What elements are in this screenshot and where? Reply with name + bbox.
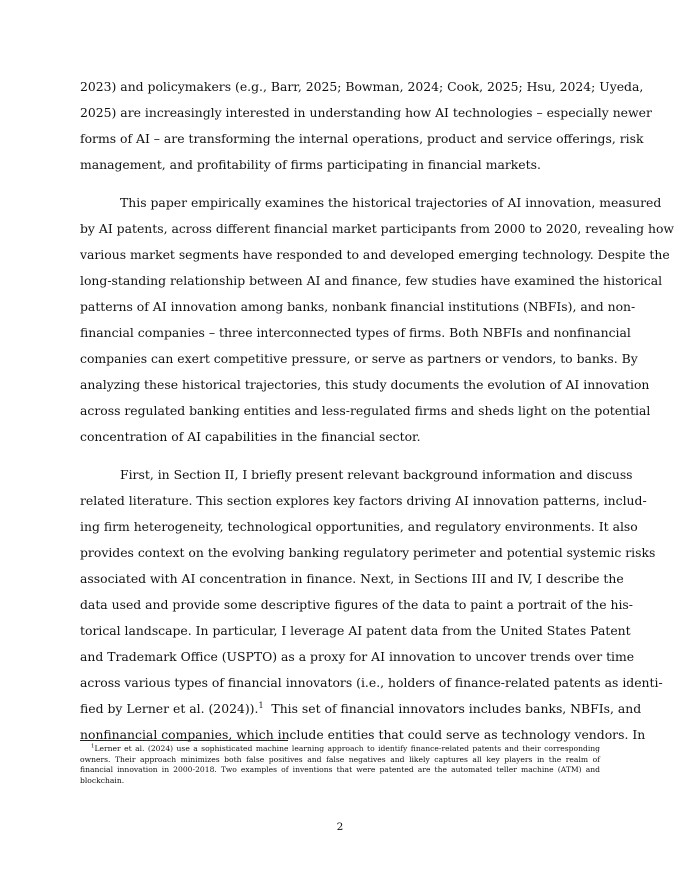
- text-fragment: fied by Lerner et al. (2024)).: [80, 701, 259, 716]
- footnote-line: owners. Their approach minimizes both false positives and false negatives and likely captures all key players in the realm of: [80, 754, 600, 764]
- text-line: various market segments have responded to and developed emerging technology. Despite the: [80, 247, 670, 262]
- footnote-line: [80, 744, 600, 755]
- text-line: This paper empirically examines the historical trajectories of AI innovation, measured: [120, 195, 662, 210]
- text-line: [80, 696, 642, 722]
- body-text: [80, 74, 675, 748]
- footnote-number: 1: [91, 743, 95, 750]
- text-line: financial companies – three interconnected types of firms. Both NBFIs and nonfinancial: [80, 325, 631, 340]
- paragraph: [80, 190, 675, 450]
- paragraph: [80, 462, 663, 748]
- text-line: 2025) are increasingly interested in understanding how AI technologies – especially newer: [80, 105, 652, 120]
- text-line: by AI patents, across different financial market participants from 2000 to 2020, revealing how: [80, 221, 675, 236]
- text-line: concentration of AI capabilities in the financial sector.: [80, 429, 421, 444]
- text-fragment: Lerner et al. (2024) use a sophisticated machine learning approach to identify finance-related patents and their corresponding: [94, 744, 600, 753]
- text-line: companies can exert competitive pressure, or serve as partners or vendors, to banks. By: [80, 351, 638, 366]
- footnote: [80, 744, 600, 786]
- text-line: provides context on the evolving banking regulatory perimeter and potential systemic risks: [80, 545, 656, 560]
- text-line: nonfinancial companies, which include entities that could serve as technology vendors. In: [80, 727, 646, 742]
- text-line: torical landscape. In particular, I leverage AI patent data from the United States Patent: [80, 623, 631, 638]
- footnote-rule: [80, 740, 288, 741]
- text-line: across various types of financial innovators (i.e., holders of finance-related patents as identi-: [80, 675, 663, 690]
- text-line: across regulated banking entities and less-regulated firms and sheds light on the potential: [80, 403, 651, 418]
- text-line: associated with AI concentration in finance. Next, in Sections III and IV, I describe the: [80, 571, 624, 586]
- paragraph: [80, 74, 652, 178]
- text-fragment: This set of financial innovators includes banks, NBFIs, and: [263, 701, 642, 716]
- page-number: 2: [336, 821, 344, 833]
- footnote-marker[interactable]: 1: [258, 700, 264, 710]
- text-line: analyzing these historical trajectories, this study documents the evolution of AI innovation: [80, 377, 650, 392]
- text-line: 2023) and policymakers (e.g., Barr, 2025; Bowman, 2024; Cook, 2025; Hsu, 2024; Uyeda,: [80, 79, 644, 94]
- text-line: First, in Section II, I briefly present relevant background information and discuss: [120, 467, 633, 482]
- text-line: data used and provide some descriptive figures of the data to paint a portrait of the his-: [80, 597, 633, 612]
- footnote-line: financial innovation in 2000-2018. Two examples of inventions that were patented are the automated teller machine (ATM) and: [80, 765, 600, 775]
- text-line: and Trademark Office (USPTO) as a proxy for AI innovation to uncover trends over time: [80, 649, 635, 664]
- text-line: related literature. This section explores key factors driving AI innovation patterns, includ-: [80, 493, 647, 508]
- footnote-line: blockchain.: [80, 775, 125, 785]
- text-line: forms of AI – are transforming the internal operations, product and service offerings, risk: [80, 131, 644, 146]
- text-line: long-standing relationship between AI and finance, few studies have examined the historical: [80, 273, 663, 288]
- text-line: patterns of AI innovation among banks, nonbank financial institutions (NBFIs), and non-: [80, 299, 636, 314]
- text-line: management, and profitability of firms participating in financial markets.: [80, 157, 541, 172]
- text-line: ing firm heterogeneity, technological opportunities, and regulatory environments. It also: [80, 519, 638, 534]
